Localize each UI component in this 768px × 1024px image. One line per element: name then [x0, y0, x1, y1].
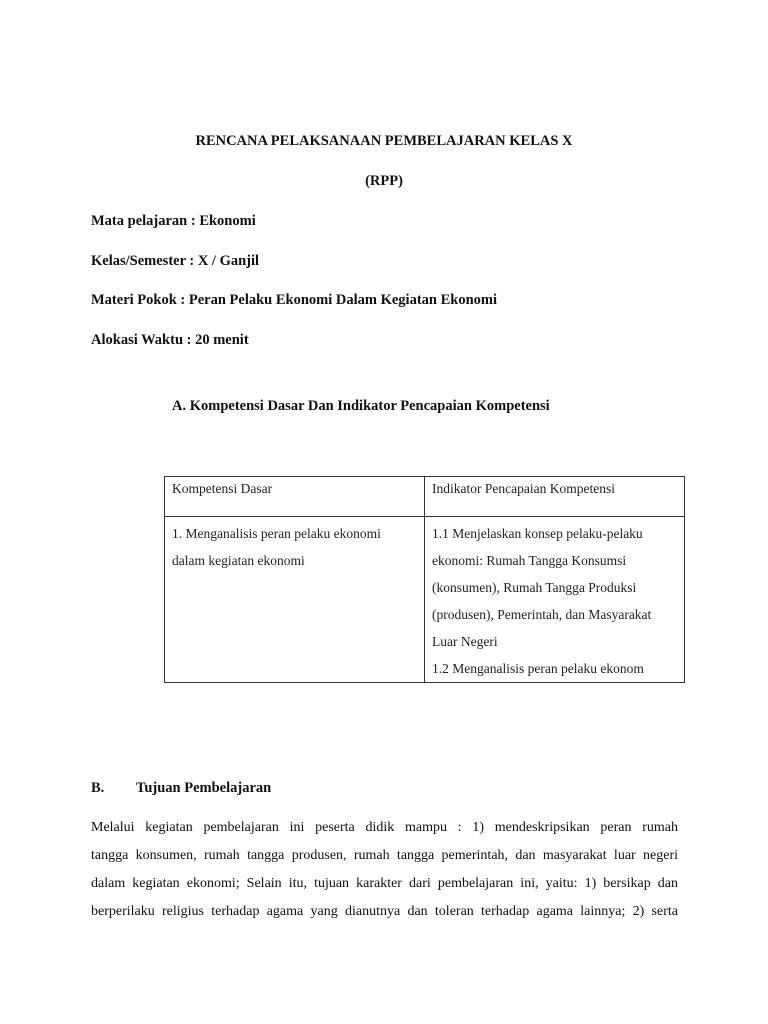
paragraph-line: dalam kegiatan ekonomi; Selain itu, tujuan karakter dari pembelajaran ini, yaitu: 1) bersikap dan — [91, 876, 678, 891]
document-subtitle: (RPP) — [365, 173, 403, 189]
cell-line: 1.1 Menjelaskan konsep pelaku-pelaku — [432, 526, 643, 541]
competency-table — [164, 476, 685, 683]
paragraph-line: Melalui kegiatan pembelajaran ini peserta didik mampu : 1) mendeskripsikan peran rumah — [91, 820, 678, 835]
meta-class-semester: Kelas/Semester : X / Ganjil — [91, 253, 260, 269]
cell-line: (produsen), Pemerintah, dan Masyarakat — [432, 607, 652, 622]
paragraph-line: berperilaku religius terhadap agama yang dianutnya dan toleran terhadap agama lainnya; 2) serta — [91, 904, 678, 919]
table-header-cell: Indikator Pencapaian Kompetensi — [425, 477, 685, 517]
section-b-letter: B. — [91, 780, 105, 796]
cell-line: 1. Menganalisis peran pelaku ekonomi — [172, 526, 381, 541]
section-b-heading: Tujuan Pembelajaran — [136, 780, 272, 796]
section-a-heading: A. Kompetensi Dasar Dan Indikator Pencapaian Kompetensi — [172, 398, 550, 414]
cell-line: ekonomi: Rumah Tangga Konsumsi — [432, 553, 627, 568]
cell-line: Luar Negeri — [432, 634, 498, 649]
cell-line: (konsumen), Rumah Tangga Produksi — [432, 580, 637, 595]
table-cell-kd — [165, 517, 425, 683]
table-row — [165, 517, 685, 683]
table-header-row — [165, 477, 685, 517]
table-cell-ipk — [425, 517, 685, 683]
meta-main-material: Materi Pokok : Peran Pelaku Ekonomi Dalam Kegiatan Ekonomi — [91, 292, 497, 308]
meta-time-allocation: Alokasi Waktu : 20 menit — [91, 332, 249, 348]
table-header-cell: Kompetensi Dasar — [165, 477, 425, 517]
paragraph-line: tangga konsumen, rumah tangga produsen, rumah tangga pemerintah, dan masyarakat luar negeri — [91, 848, 678, 863]
document-title: RENCANA PELAKSANAAN PEMBELAJARAN KELAS X — [195, 133, 573, 149]
meta-subject: Mata pelajaran : Ekonomi — [91, 213, 256, 229]
cell-line: 1.2 Menganalisis peran pelaku ekonom — [432, 661, 644, 676]
cell-line: dalam kegiatan ekonomi — [172, 553, 305, 568]
